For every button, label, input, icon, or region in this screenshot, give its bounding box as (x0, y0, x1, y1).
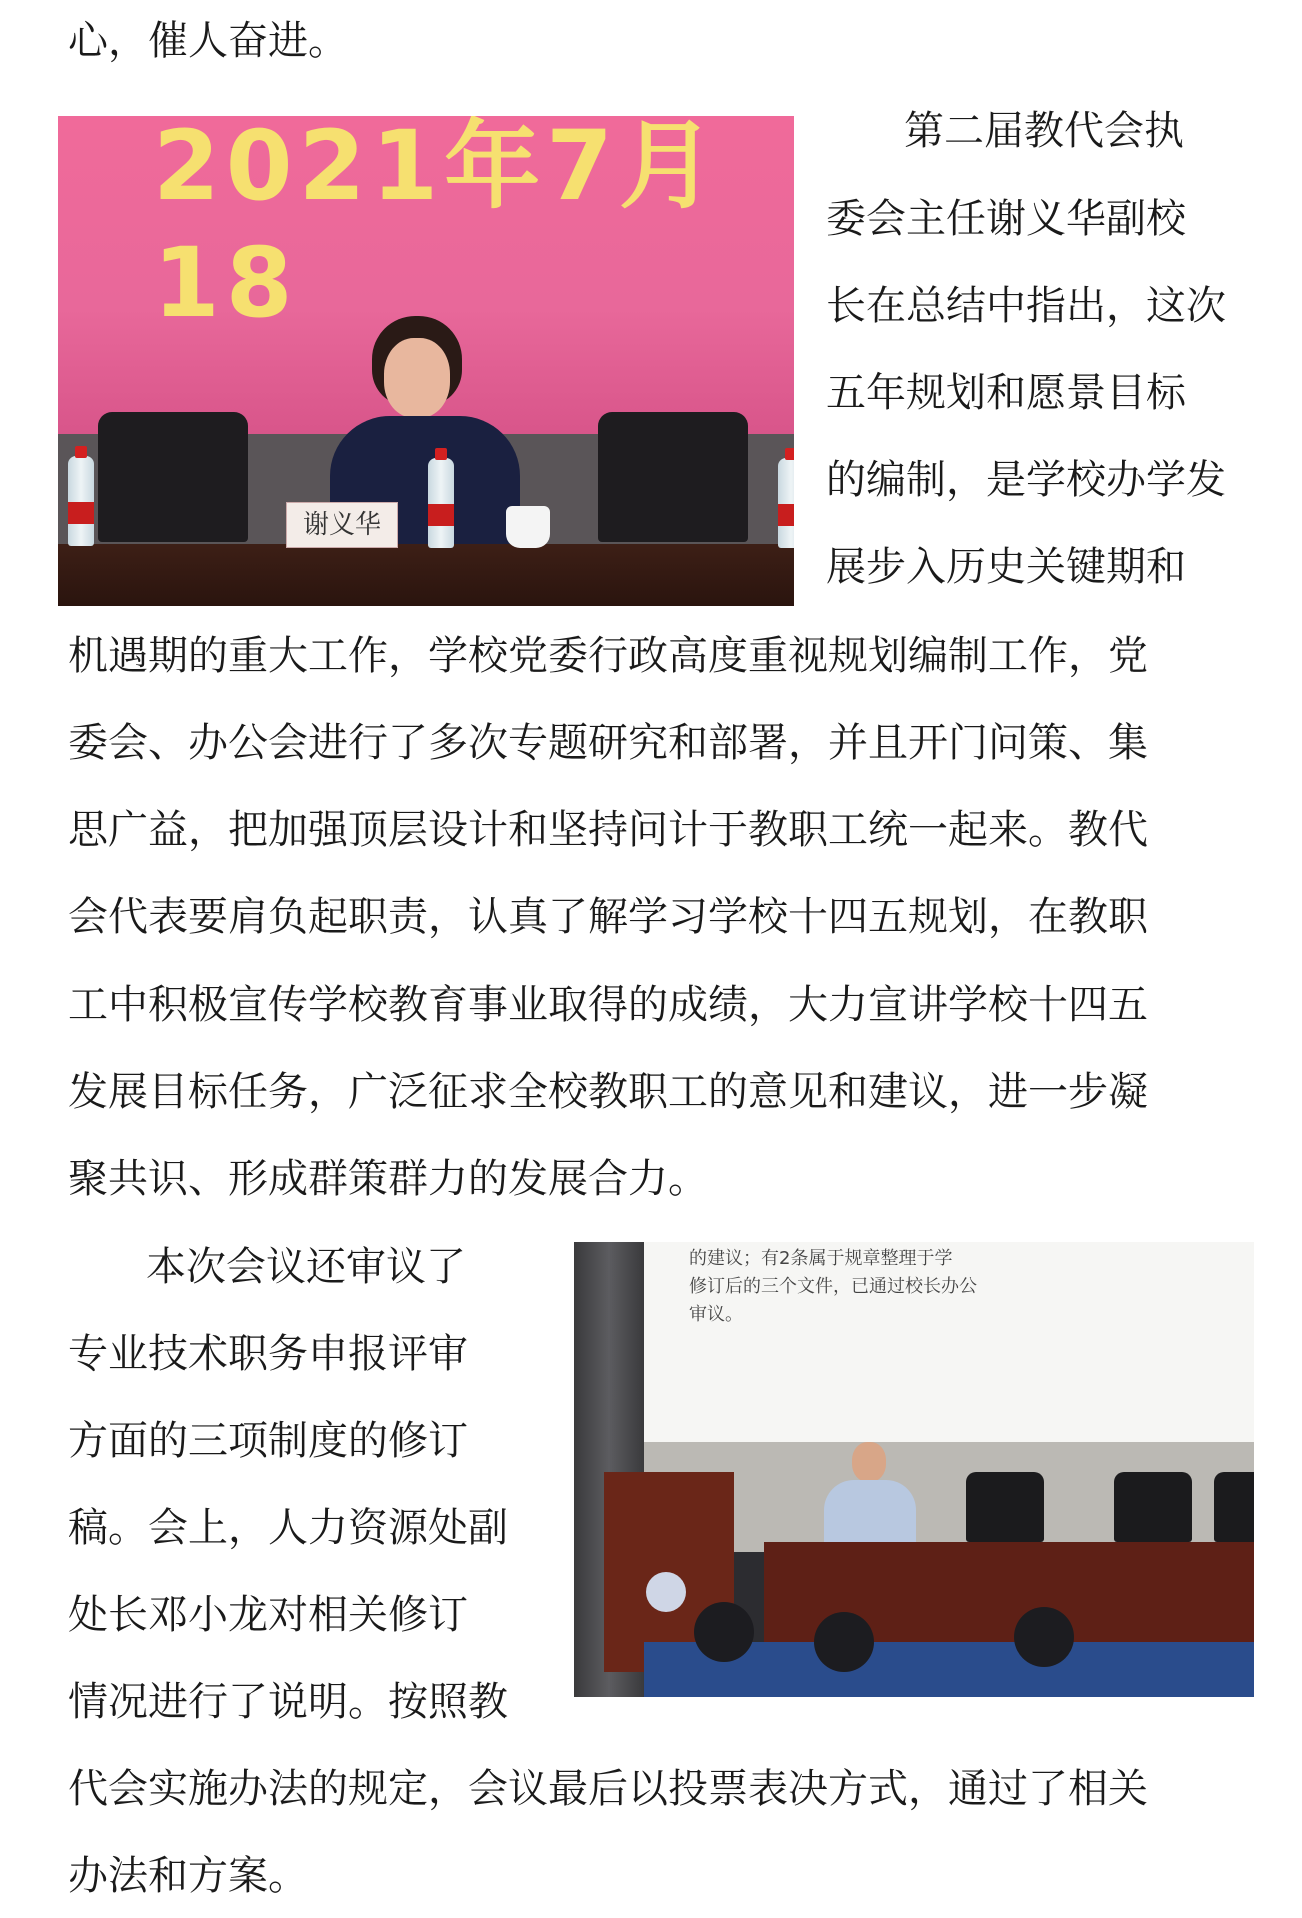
speaker-photo (58, 116, 794, 606)
presenter-head (852, 1442, 886, 1482)
meeting-hall-photo (574, 1242, 1254, 1697)
paragraph-line: 第二届教代会执 (904, 108, 1184, 154)
paragraph-line: 机遇期的重大工作，学校党委行政高度重视规划编制工作，党 (68, 633, 1148, 679)
water-bottle (428, 458, 454, 548)
paragraph-line: 展步入历史关键期和 (826, 544, 1186, 590)
paragraph-line: 代会实施办法的规定，会议最后以投票表决方式，通过了相关 (68, 1766, 1148, 1812)
water-bottle (68, 456, 94, 546)
paragraph-line: 长在总结中指出，这次 (826, 283, 1226, 329)
paragraph-line: 稿。会上，人力资源处副 (68, 1505, 508, 1551)
paragraph-line: 方面的三项制度的修订 (68, 1418, 468, 1464)
paragraph-line: 发展目标任务，广泛征求全校教职工的意见和建议，进一步凝 (68, 1069, 1148, 1115)
paragraph-line: 的编制，是学校办学发 (826, 457, 1226, 503)
paragraph-line: 委会主任谢义华副校 (826, 196, 1186, 242)
paragraph-line: 情况进行了说明。按照教 (68, 1679, 508, 1725)
desk (58, 544, 794, 606)
audience-head (694, 1602, 754, 1662)
chair (1114, 1472, 1192, 1542)
paragraph-line: 办法和方案。 (68, 1853, 308, 1899)
speaker-face (384, 338, 450, 418)
paragraph-line: 工中积极宣传学校教育事业取得的成绩，大力宣讲学校十四五 (68, 982, 1148, 1028)
audience-head (1014, 1607, 1074, 1667)
chair (98, 412, 248, 542)
chair (598, 412, 748, 542)
emblem-icon (646, 1572, 686, 1612)
paragraph-line: 处长邓小龙对相关修订 (68, 1592, 468, 1638)
water-bottle (778, 458, 794, 548)
paragraph-line: 专业技术职务申报评审 (68, 1331, 468, 1377)
paragraph-line: 五年规划和愿景目标 (826, 370, 1186, 416)
paragraph-line: 会代表要肩负起职责，认真了解学习学校十四五规划，在教职 (68, 894, 1148, 940)
chair (1214, 1472, 1254, 1542)
audience-head (814, 1612, 874, 1672)
chair (966, 1472, 1044, 1542)
paragraph-line: 本次会议还审议了 (146, 1244, 466, 1290)
paragraph-line: 心，催人奋进。 (68, 18, 348, 64)
screen-text: 审议。 (689, 1304, 743, 1325)
screen-text: 修订后的三个文件，已通过校长办公 (689, 1276, 977, 1297)
paragraph-line: 思广益，把加强顶层设计和坚持问计于教职工统一起来。教代 (68, 807, 1148, 853)
paragraph-line: 委会、办公会进行了多次专题研究和部署，并且开门问策、集 (68, 720, 1148, 766)
nameplate: 谢义华 (286, 502, 398, 548)
screen-text: 的建议；有2条属于规章整理于学 (689, 1248, 953, 1269)
banner-text: 2021年7月18 (153, 116, 721, 339)
presenter-body (824, 1480, 916, 1550)
paragraph-line: 聚共识、形成群策群力的发展合力。 (68, 1156, 708, 1202)
tea-cup (506, 506, 550, 548)
